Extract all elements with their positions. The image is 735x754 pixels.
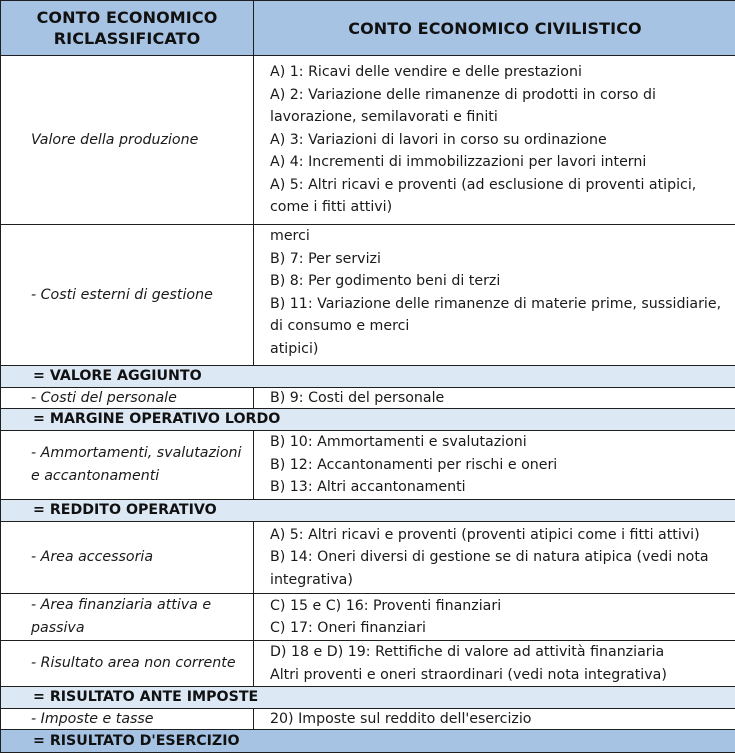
table-header-row — [1, 1, 735, 56]
subtotal-row-risultato-ante-imposte — [1, 687, 735, 709]
header-reclassified-line1: CONTO ECONOMICO — [36, 8, 218, 27]
subtotal-label: = REDDITO OPERATIVO — [1, 500, 735, 522]
row-label — [1, 431, 254, 500]
subtotal-row-valore-aggiunto — [1, 366, 735, 388]
row-item: B) 8: Per godimento beni di terzi — [270, 273, 501, 289]
table-row-costi-personale — [1, 388, 735, 409]
row-items — [254, 709, 735, 730]
table-row-imposte — [1, 709, 735, 730]
row-items — [254, 522, 735, 594]
row-item: Altri proventi e oneri straordinari (vedi nota integrativa) — [270, 666, 667, 683]
row-item: A) 1: Ricavi delle vendire e delle prestazioni — [270, 64, 582, 81]
row-item: merci — [270, 228, 310, 244]
subtotal-label: = VALORE AGGIUNTO — [1, 366, 735, 388]
row-item: A) 5: Altri ricavi e proventi (proventi atipici come i fitti attivi) — [270, 526, 700, 543]
row-item: A) 2: Variazione delle rimanenze di prodotti in corso di — [270, 86, 656, 103]
row-item: A) 5: Altri ricavi e proventi (ad esclusione di proventi atipici, — [270, 176, 697, 193]
row-items — [254, 225, 735, 366]
row-item: come i fitti attivi) — [270, 199, 393, 216]
row-label-line: e accantonamenti — [31, 468, 160, 484]
row-label: Valore della produzione — [1, 56, 254, 225]
row-items — [254, 641, 735, 687]
final-row-risultato-esercizio — [1, 730, 735, 753]
table-row-costi-esterni — [1, 225, 735, 366]
table-row-ammortamenti — [1, 431, 735, 500]
table-row-area-finanziaria — [1, 594, 735, 641]
row-items — [254, 388, 735, 409]
row-item: A) 3: Variazioni di lavori in corso su ordinazione — [270, 131, 607, 148]
row-label — [1, 594, 254, 641]
row-label-line: - Area finanziaria attiva e — [31, 597, 212, 613]
row-items — [254, 56, 735, 225]
row-item: B) 7: Per servizi — [270, 250, 381, 267]
row-label-line: - Ammortamenti, svalutazioni — [31, 445, 242, 461]
row-item: B) 12: Accantonamenti per rischi e oneri — [270, 456, 558, 473]
row-item: B) 14: Oneri diversi di gestione se di natura atipica (vedi nota — [270, 549, 709, 566]
row-label: - Imposte e tasse — [1, 709, 254, 730]
row-label-line: passiva — [31, 620, 85, 636]
row-item: C) 17: Oneri finanziari — [270, 620, 426, 636]
row-item: atipici) — [270, 340, 319, 357]
row-item: B) 13: Altri accantonamenti — [270, 479, 466, 496]
row-item: D) 18 e D) 19: Rettifiche di valore ad attività finanziaria — [270, 644, 665, 660]
row-label: - Costi esterni di gestione — [1, 225, 254, 366]
row-label: - Area accessoria — [1, 522, 254, 594]
row-item: B) 11: Variazione delle rimanenze di materie prime, sussidiarie, — [270, 295, 722, 312]
row-item: A) 4: Incrementi di immobilizzazioni per lavori interni — [270, 154, 647, 171]
header-civil-code: CONTO ECONOMICO CIVILISTICO — [254, 1, 735, 56]
row-item: lavorazione, semilavorati e finiti — [270, 109, 498, 126]
row-item: B) 10: Ammortamenti e svalutazioni — [270, 434, 527, 451]
row-item: integrativa) — [270, 571, 353, 588]
row-label: - Costi del personale — [1, 388, 254, 409]
subtotal-row-margine-operativo-lordo — [1, 409, 735, 431]
table-row-area-non-corrente — [1, 641, 735, 687]
row-item: 20) Imposte sul reddito dell'esercizio — [270, 711, 532, 727]
row-items — [254, 594, 735, 641]
subtotal-label: = MARGINE OPERATIVO LORDO — [1, 409, 735, 431]
final-label: = RISULTATO D'ESERCIZIO — [1, 730, 735, 753]
table-row-area-accessoria — [1, 522, 735, 594]
header-reclassified-line2: RICLASSIFICATO — [53, 29, 201, 48]
subtotal-label: = RISULTATO ANTE IMPOSTE — [1, 687, 735, 709]
row-items — [254, 431, 735, 500]
row-item: di consumo e merci — [270, 318, 410, 334]
subtotal-row-reddito-operativo — [1, 500, 735, 522]
table-row-valore-produzione — [1, 56, 735, 225]
row-label: - Risultato area non corrente — [1, 641, 254, 687]
row-item: B) 9: Costi del personale — [270, 390, 445, 406]
row-item: C) 15 e C) 16: Proventi finanziari — [270, 597, 502, 614]
header-reclassified — [1, 1, 254, 56]
